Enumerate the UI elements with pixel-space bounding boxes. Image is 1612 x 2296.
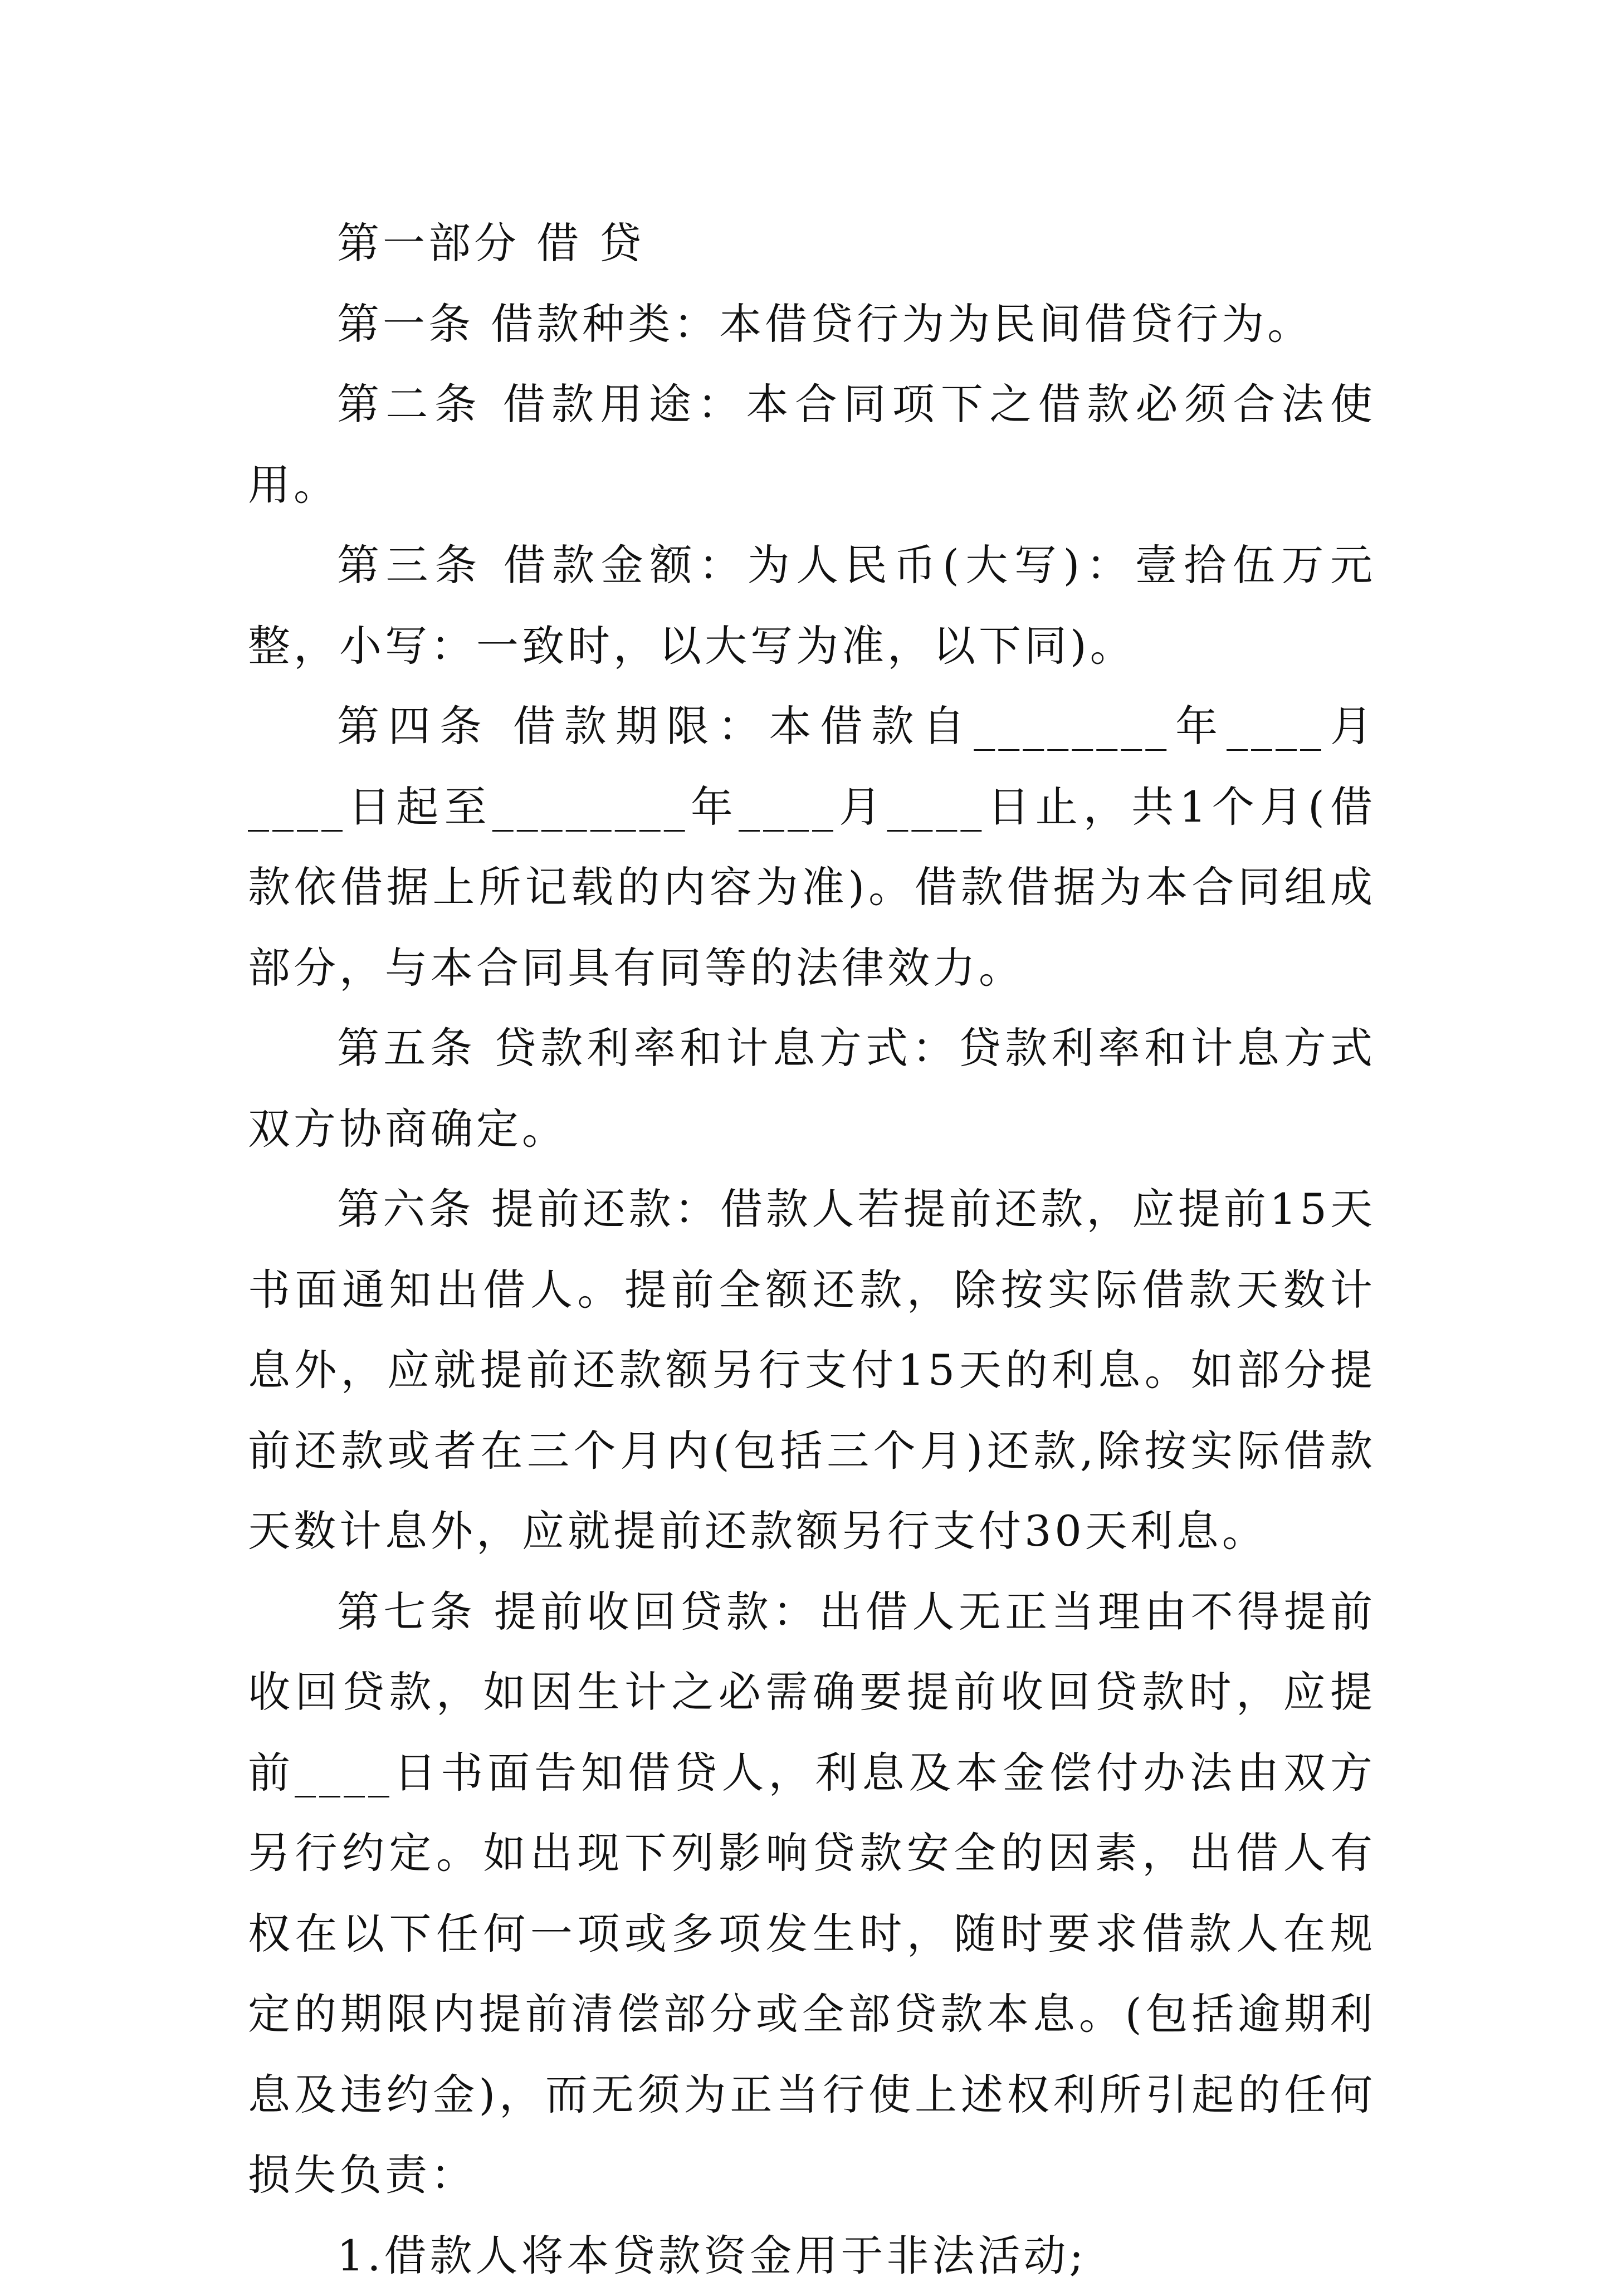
section-heading: 第一部分 借 贷 <box>248 203 1376 284</box>
article-1: 第一条 借款种类：本借贷行为为民间借贷行为。 <box>248 284 1376 365</box>
list-item: 1.借款人将本贷款资金用于非法活动; <box>248 2216 1376 2296</box>
article-5: 第五条 贷款利率和计息方式：贷款利率和计息方式双方协商确定。 <box>248 1008 1376 1169</box>
document-body <box>248 203 1376 2296</box>
article-4: 第四条 借款期限：本借款自________年____月____日起至________年____月____日止，共1个月(借款依借据上所记载的内容为准)。借款借据为本合同组成部分，与本合同具有同等的法律效力。 <box>248 686 1376 1008</box>
article-3: 第三条 借款金额：为人民币(大写)：壹拾伍万元整，小写：一致时，以大写为准，以下同)。 <box>248 525 1376 686</box>
article-2: 第二条 借款用途：本合同项下之借款必须合法使用。 <box>248 364 1376 525</box>
article-7: 第七条 提前收回贷款：出借人无正当理由不得提前收回贷款，如因生计之必需确要提前收回贷款时，应提前____日书面告知借贷人，利息及本金偿付办法由双方另行约定。如出现下列影响贷款安全的因素，出借人有权在以下任何一项或多项发生时，随时要求借款人在规定的期限内提前清偿部分或全部贷款本息。(包括逾期利息及违约金)，而无须为正当行使上述权利所引起的任何损失负责： <box>248 1572 1376 2216</box>
article-6: 第六条 提前还款：借款人若提前还款，应提前15天书面通知出借人。提前全额还款，除按实际借款天数计息外，应就提前还款额另行支付15天的利息。如部分提前还款或者在三个月内(包括三个月)还款,除按实际借款天数计息外，应就提前还款额另行支付30天利息。 <box>248 1169 1376 1572</box>
